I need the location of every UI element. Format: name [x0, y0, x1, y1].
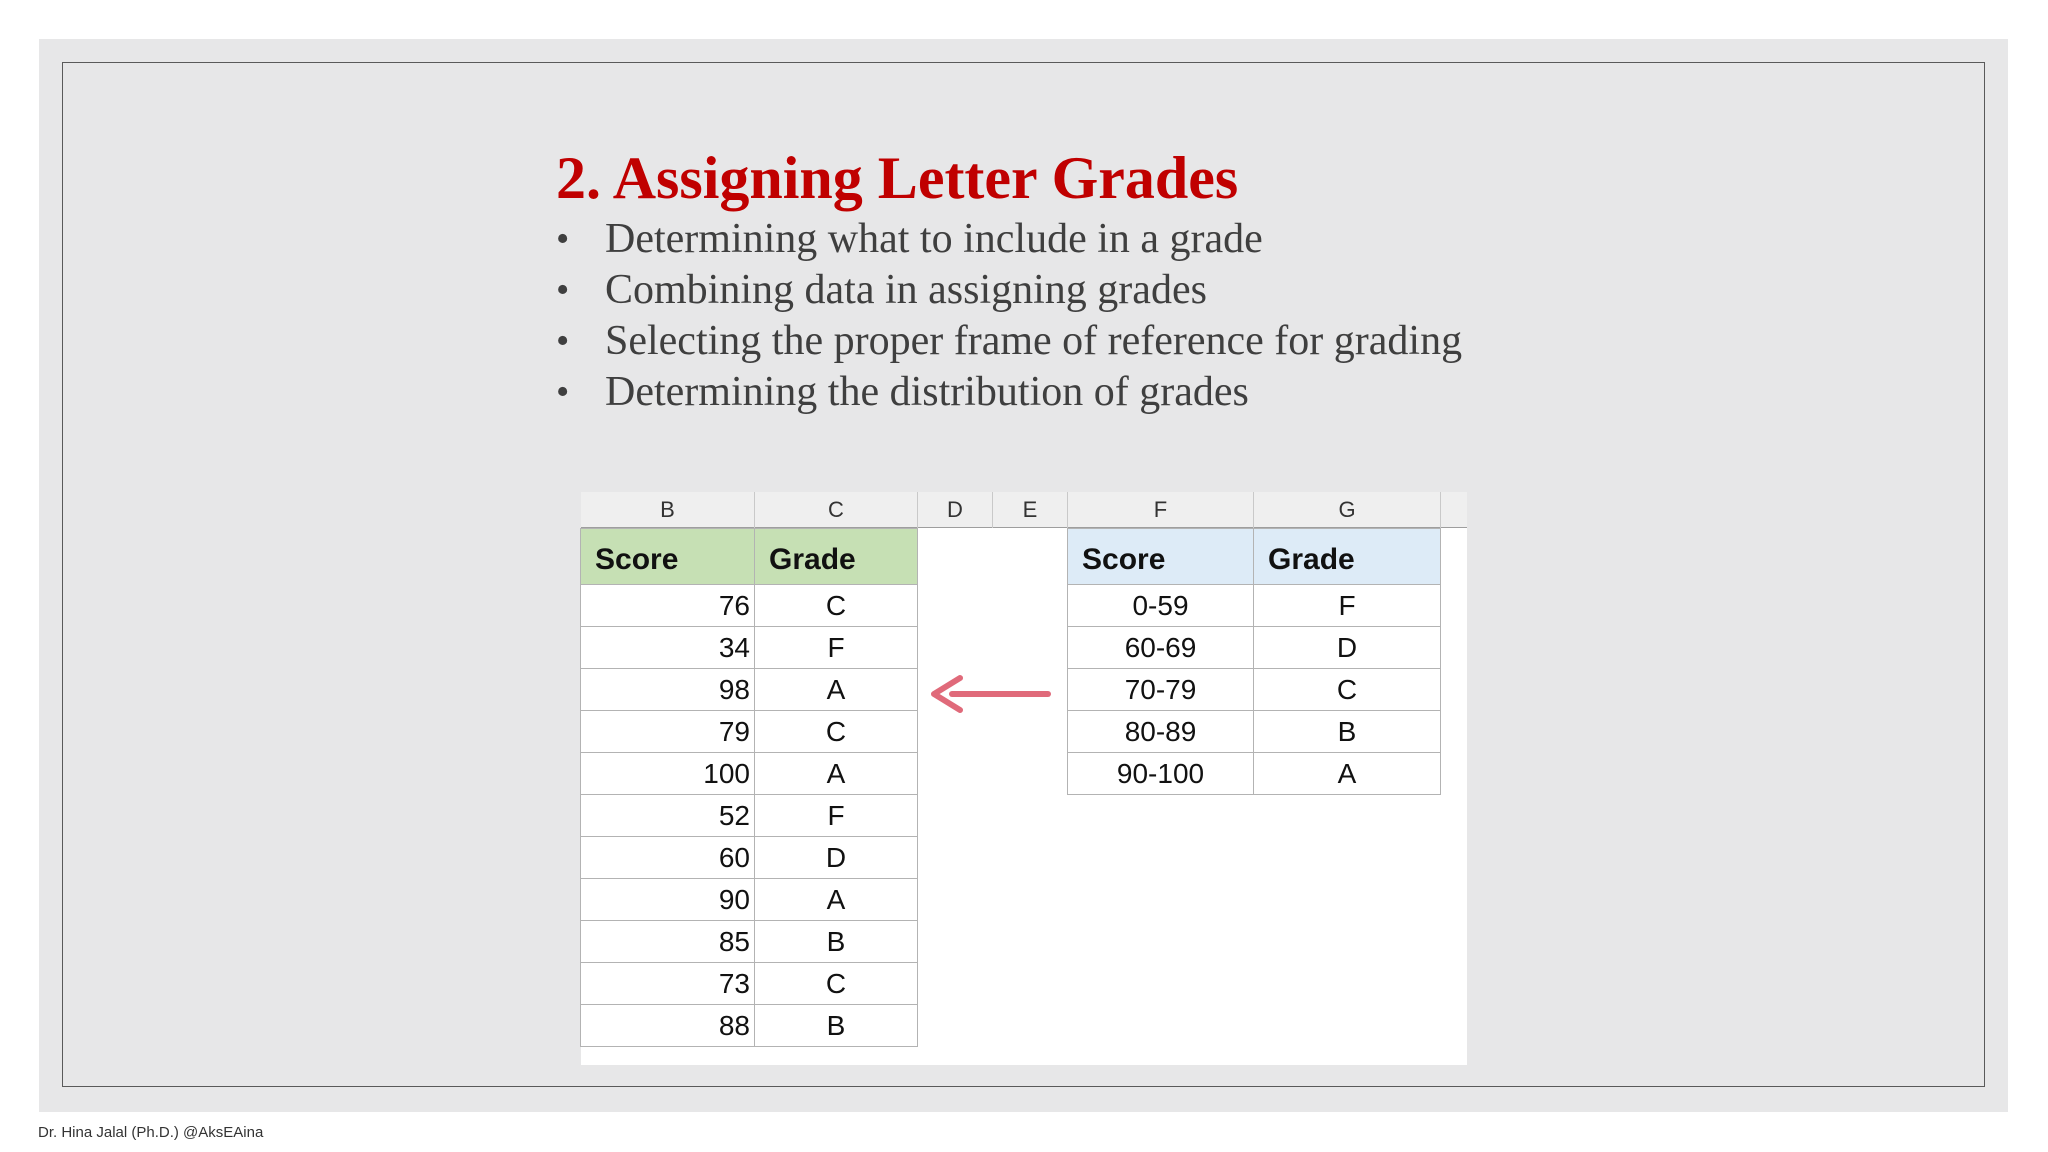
- column-header-f: F: [1068, 492, 1254, 528]
- lookup-grade-cell: F: [1253, 584, 1441, 627]
- bullet-text: Combining data in assigning grades: [605, 267, 1207, 313]
- lookup-score-cell: 0-59: [1067, 584, 1254, 627]
- scores-grade-cell: B: [754, 920, 918, 963]
- lookup-grade-cell: D: [1253, 626, 1441, 669]
- scores-score-cell: 73: [580, 962, 755, 1005]
- scores-grade-cell: C: [754, 710, 918, 753]
- bullet-text: Determining the distribution of grades: [605, 369, 1249, 415]
- lookup-score-cell: 70-79: [1067, 668, 1254, 711]
- scores-score-cell: 88: [580, 1004, 755, 1047]
- scores-grade-cell: A: [754, 752, 918, 795]
- footer-credit: Dr. Hina Jalal (Ph.D.) @AksEAina: [38, 1124, 264, 1141]
- bullet-item: [556, 316, 1462, 367]
- slide-title: 2. Assigning Letter Grades: [556, 145, 1239, 211]
- column-header-d: D: [918, 492, 993, 528]
- lookup-grade-cell: A: [1253, 752, 1441, 795]
- scores-score-cell: 34: [580, 626, 755, 669]
- bullet-text: Selecting the proper frame of reference for grading: [605, 318, 1463, 364]
- scores-grade-cell: F: [754, 794, 918, 837]
- bullet-dot-icon: •: [556, 218, 570, 260]
- scores-score-cell: 79: [580, 710, 755, 753]
- scores-score-cell: 60: [580, 836, 755, 879]
- bullet-item: [556, 265, 1462, 316]
- scores-grade-cell: D: [754, 836, 918, 879]
- scores-grade-cell: C: [754, 584, 918, 627]
- scores-grade-cell: F: [754, 626, 918, 669]
- lookup-header-score: Score: [1067, 528, 1254, 585]
- scores-score-cell: 76: [580, 584, 755, 627]
- bullet-dot-icon: •: [556, 269, 570, 311]
- bullet-list: [556, 214, 1462, 418]
- bullet-item: [556, 367, 1462, 418]
- bullet-dot-icon: •: [556, 371, 570, 413]
- column-header-c: C: [755, 492, 918, 528]
- column-header-e: E: [993, 492, 1068, 528]
- scores-header-score: Score: [580, 528, 755, 585]
- lookup-grade-cell: B: [1253, 710, 1441, 753]
- lookup-score-cell: 60-69: [1067, 626, 1254, 669]
- scores-score-cell: 100: [580, 752, 755, 795]
- bullet-text: Determining what to include in a grade: [605, 216, 1263, 262]
- spreadsheet-image: [581, 492, 1467, 1065]
- bullet-dot-icon: •: [556, 320, 570, 362]
- lookup-header-grade: Grade: [1253, 528, 1441, 585]
- lookup-score-cell: 80-89: [1067, 710, 1254, 753]
- left-arrow-icon: [930, 672, 1052, 716]
- lookup-score-cell: 90-100: [1067, 752, 1254, 795]
- column-header-b: B: [581, 492, 755, 528]
- column-header-g: G: [1254, 492, 1441, 528]
- scores-header-grade: Grade: [754, 528, 918, 585]
- scores-score-cell: 98: [580, 668, 755, 711]
- scores-grade-cell: B: [754, 1004, 918, 1047]
- lookup-grade-cell: C: [1253, 668, 1441, 711]
- scores-grade-cell: A: [754, 668, 918, 711]
- scores-score-cell: 52: [580, 794, 755, 837]
- scores-grade-cell: C: [754, 962, 918, 1005]
- scores-grade-cell: A: [754, 878, 918, 921]
- bullet-item: [556, 214, 1462, 265]
- scores-score-cell: 85: [580, 920, 755, 963]
- scores-score-cell: 90: [580, 878, 755, 921]
